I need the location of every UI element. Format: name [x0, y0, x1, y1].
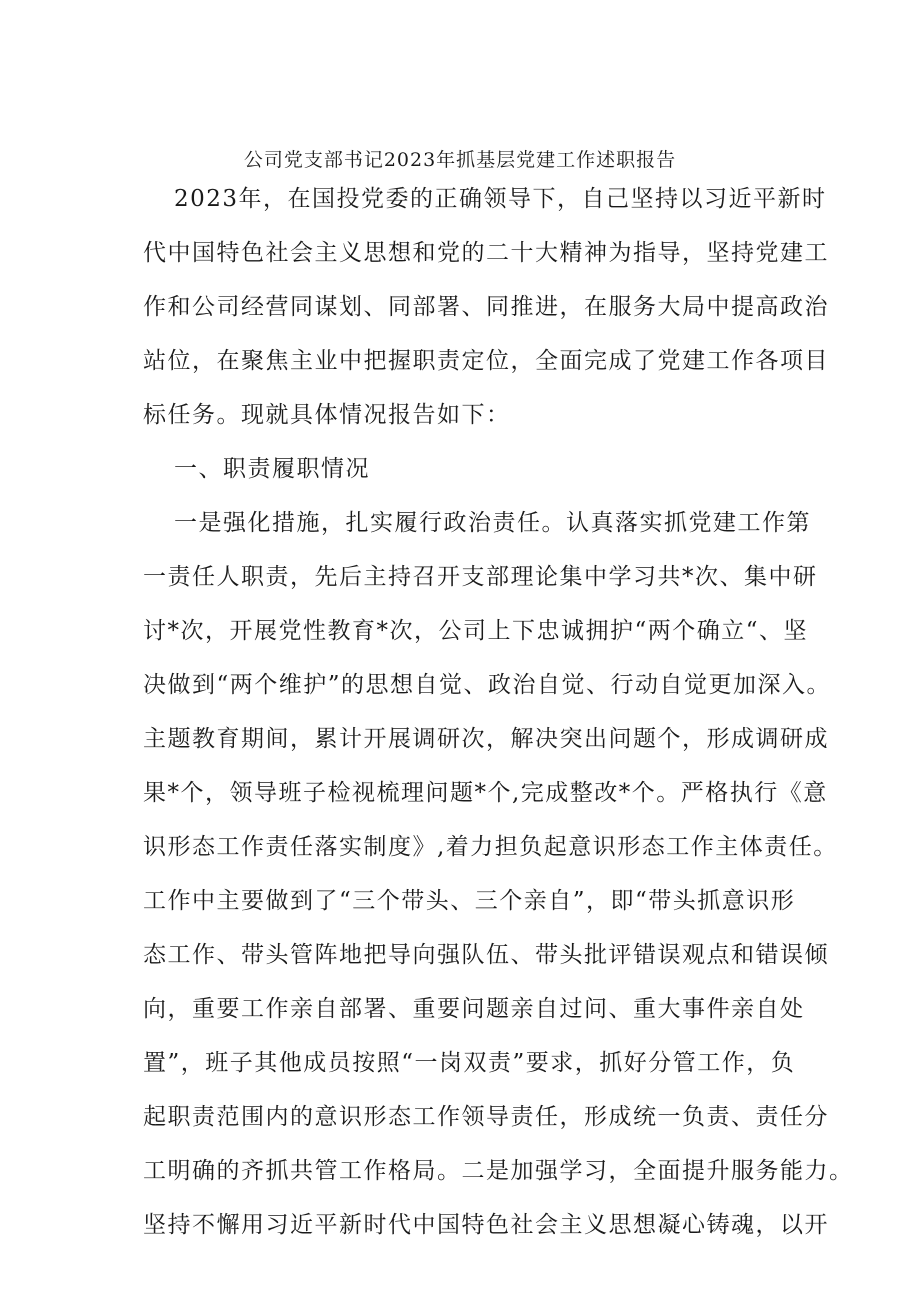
- paragraph-line: 站位，在聚焦主业中把握职责定位，全面完成了党建工作各项目: [143, 348, 829, 374]
- paragraph-line: 识形态工作责任落实制度》,着力担负起意识形态工作主体责任。: [143, 834, 838, 860]
- paragraph-line: 置”，班子其他成员按照“一岗双责”要求，抓好分管工作，负: [143, 1050, 796, 1076]
- paragraph-line: 主题教育期间，累计开展调研次，解决突出问题个，形成调研成: [143, 726, 829, 752]
- paragraph-line: 代中国特色社会主义思想和党的二十大精神为指导，坚持党建工: [143, 240, 829, 266]
- paragraph-line: 工明确的齐抓共管工作格局。二是加强学习，全面提升服务能力。: [143, 1158, 854, 1184]
- section-heading: 一、职责履职情况: [174, 456, 370, 482]
- paragraph-line: 坚持不懈用习近平新时代中国特色社会主义思想凝心铸魂，以开: [143, 1212, 829, 1238]
- paragraph-line: 向，重要工作亲自部署、重要问题亲自过问、重大事件亲自处: [143, 996, 805, 1022]
- document-title: 公司党支部书记2023年抓基层党建工作述职报告: [243, 149, 677, 171]
- paragraph-line: 一责任人职责，先后主持召开支部理论集中学习共*次、集中研: [143, 564, 818, 590]
- paragraph-line: 果*个，领导班子检视梳理问题*个,完成整改*个。严格执行《意: [143, 780, 828, 806]
- paragraph-line: 决做到“两个维护”的思想自觉、政治自觉、行动自觉更加深入。: [143, 672, 832, 698]
- paragraph-line: 作和公司经营同谋划、同部署、同推进，在服务大局中提高政治: [143, 294, 829, 320]
- paragraph-line: 2023年，在国投党委的正确领导下，自己坚持以习近平新时: [174, 186, 827, 212]
- paragraph-line: 标任务。现就具体情况报告如下：: [143, 402, 511, 428]
- paragraph-line: 起职责范围内的意识形态工作领导责任，形成统一负责、责任分: [143, 1104, 829, 1130]
- document-body: [143, 172, 854, 1252]
- paragraph-line: 工作中主要做到了“三个带头、三个亲自”，即“带头抓意识形: [143, 888, 796, 914]
- paragraph-line: 讨*次，开展党性教育*次，公司上下忠诚拥护“两个确立“、坚: [143, 618, 809, 644]
- paragraph-line: 一是强化措施，扎实履行政治责任。认真落实抓党建工作第: [174, 510, 811, 536]
- paragraph-line: 态工作、带头管阵地把导向强队伍、带头批评错误观点和错误倾: [143, 942, 829, 968]
